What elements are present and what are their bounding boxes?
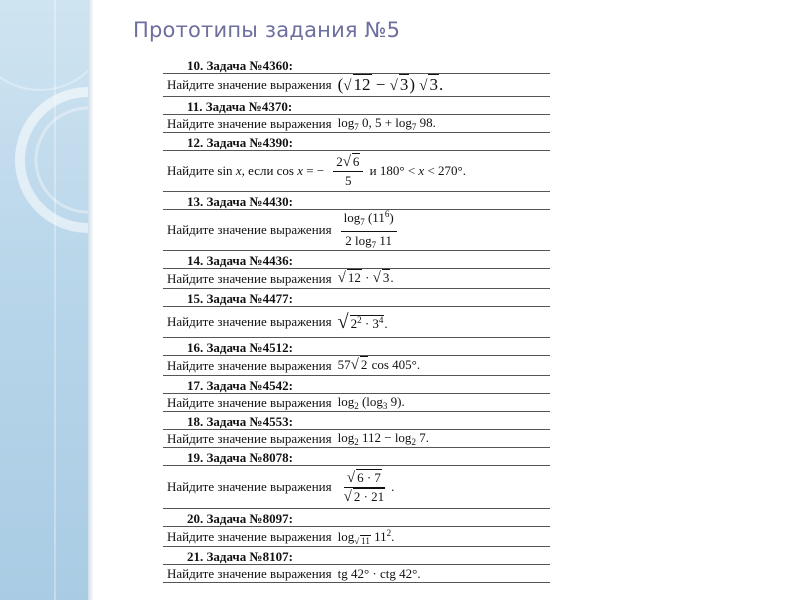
- slide-title: Прототипы задания №5: [133, 18, 401, 42]
- task-row: [163, 150, 550, 192]
- task-fraction: $\frac{√ 6 \cdot 7}{√ 2 \cdot 21}$: [343, 469, 385, 505]
- decorative-sidebar: [0, 0, 88, 600]
- task-header: 16. Задача №4512:: [187, 340, 293, 355]
- sidebar-shadow: [88, 0, 94, 600]
- task-expression: $\log_7 0$, $5 + \log_7 98$.: [337, 115, 436, 132]
- task-expression: √ $2^2 \cdot 3^4$.: [337, 310, 388, 333]
- task-row: Найдите значение выражения $\frac{√ 6 \cdot 7}{√ 2 \cdot 21}$ .: [163, 465, 550, 509]
- task-expression: 57√ 2 cos 405°.: [337, 357, 421, 373]
- task-prompt: Найдите значение выражения: [167, 270, 332, 286]
- decorative-rings: [0, 0, 88, 600]
- task-header: 17. Задача №4542:: [187, 378, 293, 393]
- task-prompt: Найдите значение выражения: [167, 77, 332, 92]
- task-header: 14. Задача №4436:: [187, 253, 293, 268]
- task-row: [163, 268, 550, 289]
- task-expression: $\log_{√ 11} 11^2$.: [337, 527, 395, 546]
- task-fraction: $\frac{2√ 6}{5}$: [333, 154, 363, 188]
- task-header: 13. Задача №4430:: [187, 194, 293, 209]
- task-expression: $\log_2 112 - \log_2 7$.: [337, 430, 429, 447]
- task-expression: tg 42° · ctg 42°.: [337, 565, 421, 581]
- task-row: [163, 209, 550, 251]
- task-fraction: $\frac{\log_7 (11^6)}{2 \log_7 11}$: [341, 207, 397, 253]
- task-row: [163, 564, 550, 583]
- task-prompt: Найдите sin x, если cos x = −: [167, 163, 325, 178]
- task-prompt: Найдите значение выражения: [167, 394, 332, 410]
- task-header: 10. Задача №4360:: [187, 58, 293, 73]
- task-row: [163, 114, 550, 133]
- task-prompt: Найдите значение выражения: [167, 528, 332, 544]
- task-row: [163, 429, 550, 448]
- task-header: 18. Задача №4553:: [187, 414, 293, 429]
- task-prompt: Найдите значение выражения: [167, 314, 332, 329]
- task-expression: √ 12 · √ 3.: [337, 270, 394, 286]
- task-prompt: Найдите значение выражения: [167, 115, 332, 131]
- task-header: 12. Задача №4390:: [187, 135, 293, 150]
- task-header: 21. Задача №8107:: [187, 549, 293, 564]
- task-row: [163, 355, 550, 376]
- task-sheet: [163, 56, 550, 583]
- task-row: [163, 393, 550, 412]
- task-header: 11. Задача №4370:: [187, 99, 293, 114]
- task-prompt: Найдите значение выражения: [167, 222, 332, 237]
- task-expression: (√ 12 − √ 3) √ 3.: [337, 75, 444, 94]
- task-row: [163, 306, 550, 338]
- task-row: [163, 73, 550, 97]
- task-expression: $\log_2 (\log_3$ 9).: [337, 394, 405, 411]
- task-header: 15. Задача №4477:: [187, 291, 293, 306]
- task-header: 20. Задача №8097:: [187, 511, 293, 526]
- task-prompt: Найдите значение выражения: [167, 479, 332, 494]
- task-prompt: Найдите значение выражения: [167, 430, 332, 446]
- task-header: 19. Задача №8078:: [187, 450, 293, 465]
- task-prompt: Найдите значение выражения: [167, 357, 332, 373]
- task-prompt: Найдите значение выражения: [167, 565, 332, 581]
- task-row: [163, 526, 550, 547]
- task-condition: и 180° < x < 270°.: [366, 163, 466, 178]
